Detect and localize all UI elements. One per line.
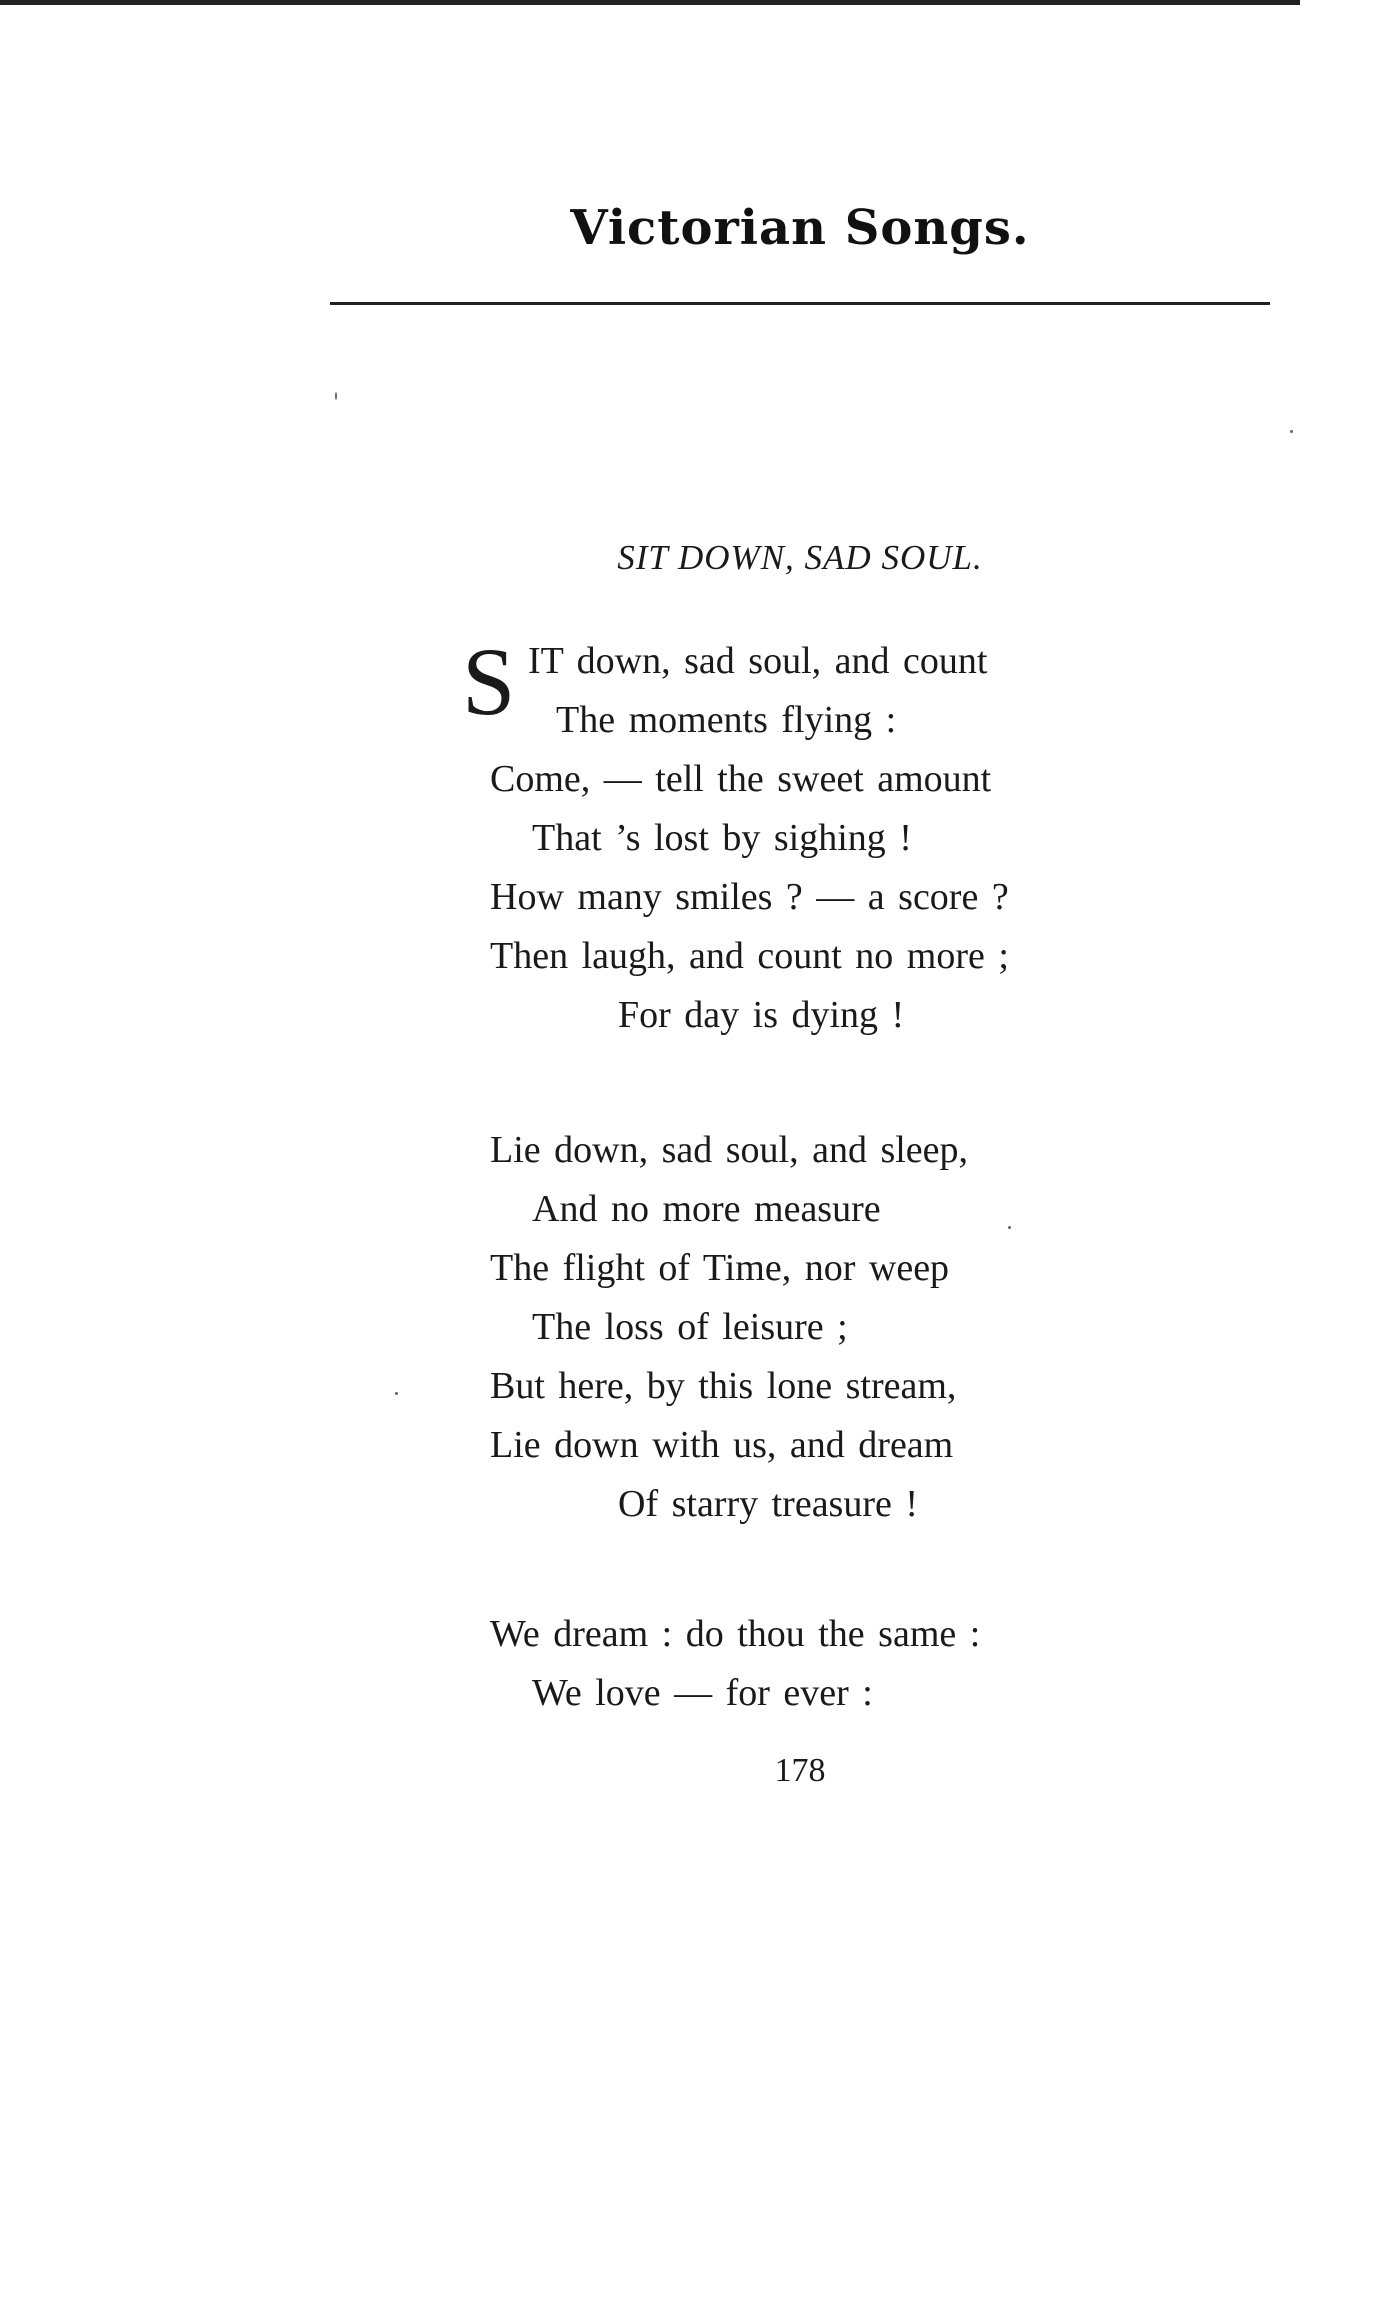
poem-line: How many smiles ? — a score ? xyxy=(490,876,1009,918)
poem-line: Of starry treasure ! xyxy=(618,1483,919,1525)
poem-line: But here, by this lone stream, xyxy=(490,1365,957,1407)
stanza-3 xyxy=(490,1605,980,1723)
header-rule xyxy=(330,302,1270,305)
poem-line: Come, — tell the sweet amount xyxy=(490,758,992,800)
paper-speck xyxy=(1008,1226,1011,1229)
poem-line: That ’s lost by sighing ! xyxy=(532,817,912,859)
drop-cap: S xyxy=(462,628,516,735)
top-edge-rule xyxy=(0,0,1300,5)
poem-line: Lie down, sad soul, and sleep, xyxy=(490,1129,969,1171)
poem-line: We love — for ever : xyxy=(532,1672,873,1714)
page-number: 178 xyxy=(774,1752,826,1789)
paper-speck xyxy=(395,1392,398,1395)
poem-line: The loss of leisure ; xyxy=(532,1306,848,1348)
poem-line: For day is dying ! xyxy=(618,994,905,1036)
poem-line: Lie down with us, and dream xyxy=(490,1424,954,1466)
poem-line: The moments flying : xyxy=(556,699,897,741)
poem-line: The flight of Time, nor weep xyxy=(490,1247,950,1289)
poem-line: We dream : do thou the same : xyxy=(490,1613,981,1655)
paper-speck xyxy=(335,392,337,400)
poem-line: And no more measure xyxy=(532,1188,881,1230)
poem-line: Then laugh, and count no more ; xyxy=(490,935,1009,977)
poem-title: SIT DOWN, SAD SOUL. xyxy=(617,538,983,577)
paper-speck xyxy=(1290,430,1293,433)
stanza-1 xyxy=(462,628,1009,1045)
running-head: Victorian Songs. xyxy=(570,200,1030,256)
poem-line-text: IT down, sad soul, and count xyxy=(528,640,988,682)
stanza-2 xyxy=(490,1121,968,1534)
